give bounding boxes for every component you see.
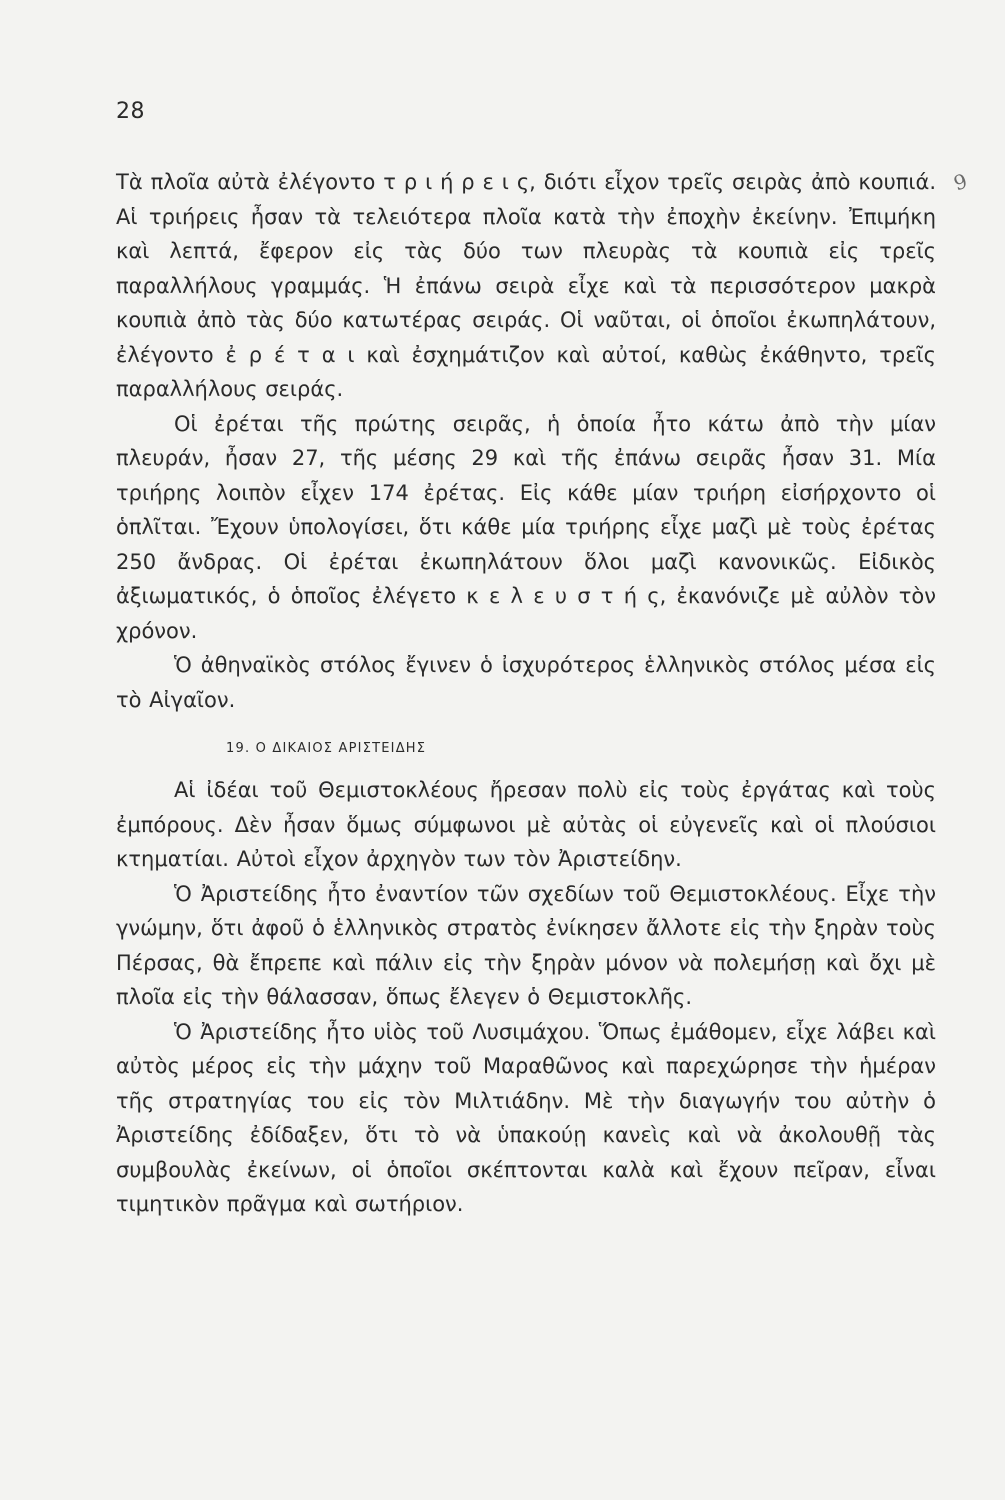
page-number: 28 [116,99,145,124]
section-heading: 19. Ο ΔΙΚΑΙΟΣ ΑΡΙΣΤΕΙΔΗΣ [226,741,427,756]
paragraph-rowers: Οἱ ἐρέται τῆς πρώτης σειρᾶς, ἡ ὁποία ἦτο κάτω ἀπὸ τὴν μίαν πλευράν, ἦσαν 27, τῆς μέσης 29 καὶ τῆς ἐπάνω σειρᾶς ἦσαν 31. Μία τριήρης λοιπὸν εἶχεν 174 ἐρέτας. Εἰς κάθε μίαν τριήρη εἰσήρχοντο οἱ ὁπλῖται. Ἔχουν ὑπολογίσει, ὅτι κάθε μία τριήρης εἶχε μαζὶ μὲ τοὺς ἐρέτας 250 ἄνδρας. Οἱ ἐρέται ἐκωπηλάτουν ὅλοι μαζὶ κανονικῶς. Εἰδικὸς ἀξιωματικός, ὁ ὁποῖος ἐλέγετο κ ε λ ε υ σ τ ή ς, ἐκανόνιζε μὲ αὐλὸν τὸν χρόνον. [116,411,936,643]
paragraph-themistocles-ideas: Αἱ ἰδέαι τοῦ Θεμιστοκλέους ἤρεσαν πολὺ εἰς τοὺς ἐργάτας καὶ τοὺς ἐμπόρους. Δὲν ἦσαν ὅμως σύμφωνοι μὲ αὐτὰς οἱ εὐγενεῖς καὶ οἱ πλούσιοι κτηματίαι. Αὐτοὶ εἶχον ἀρχηγὸν των τὸν Ἀριστείδην. [116,778,936,871]
paragraph-triremes: Τὰ πλοῖα αὐτὰ ἐλέγοντο τ ρ ι ή ρ ε ι ς, διότι εἶχον τρεῖς σειρὰς ἀπὸ κουπιά. Αἱ τριήρεις ἦσαν τὰ τελειότερα πλοῖα κατὰ τὴν ἐποχὴν ἐκείνην. Ἐπιμήκη καὶ λεπτά, ἔφερον εἰς τὰς δύο των πλευρὰς τὰ κουπιὰ εἰς τρεῖς παραλλήλους γραμμάς. Ἡ ἐπάνω σειρὰ εἶχε καὶ τὰ περισσότερον μακρὰ κουπιὰ ἀπὸ τὰς δύο κατωτέρας σειράς. Οἱ ναῦται, οἱ ὁποῖοι ἐκωπηλάτουν, ἐλέγοντο ἐ ρ έ τ α ι καὶ ἐσχημάτιζον καὶ αὐτοί, καθὼς ἐκάθηντο, τρεῖς παραλλήλους σειράς. [116,170,936,401]
paragraph-aristides-opposition: Ὁ Ἀριστείδης ἦτο ἐναντίον τῶν σχεδίων τοῦ Θεμιστοκλέους. Εἶχε τὴν γνώμην, ὅτι ἀφοῦ ὁ ἑλληνικὸς στρατὸς ἐνίκησεν ἄλλοτε εἰς τὴν ξηρὰν τοὺς Πέρσας, θὰ ἔπρεπε καὶ πάλιν εἰς τὴν ξηρὰν μόνον νὰ πολεμήσῃ καὶ ὄχι μὲ πλοῖα εἰς τὴν θάλασσαν, ὅπως ἔλεγεν ὁ Θεμιστοκλῆς. [116,881,936,1009]
page-body [116,165,936,1222]
paragraph-aristides-lysimachus: Ὁ Ἀριστείδης ἦτο υἱὸς τοῦ Λυσιμάχου. Ὅπως ἐμάθομεν, εἶχε λάβει καὶ αὐτὸς μέρος εἰς τὴν μάχην τοῦ Μαραθῶνος καὶ παρεχώρησε τὴν ἡμέραν τῆς στρατηγίας του εἰς τὸν Μιλτιάδην. Μὲ τὴν διαγωγήν του αὐτὴν ὁ Ἀριστείδης ἐδίδαξεν, ὅτι τὸ νὰ ὑπακούῃ κανεὶς καὶ νὰ ἀκολουθῇ τὰς συμβουλὰς ἐκείνων, οἱ ὁποῖοι σκέπτονται καλὰ καὶ ἔχουν πεῖραν, εἶναι τιμητικὸν πρᾶγμα καὶ σωτήριον. [116,1019,936,1216]
paragraph-athenian-fleet: Ὁ ἀθηναϊκὸς στόλος ἔγινεν ὁ ἰσχυρότερος ἑλληνικὸς στόλος μέσα εἰς τὸ Αἰγαῖον. [116,653,936,712]
handwritten-margin-mark: 9 [950,168,971,196]
